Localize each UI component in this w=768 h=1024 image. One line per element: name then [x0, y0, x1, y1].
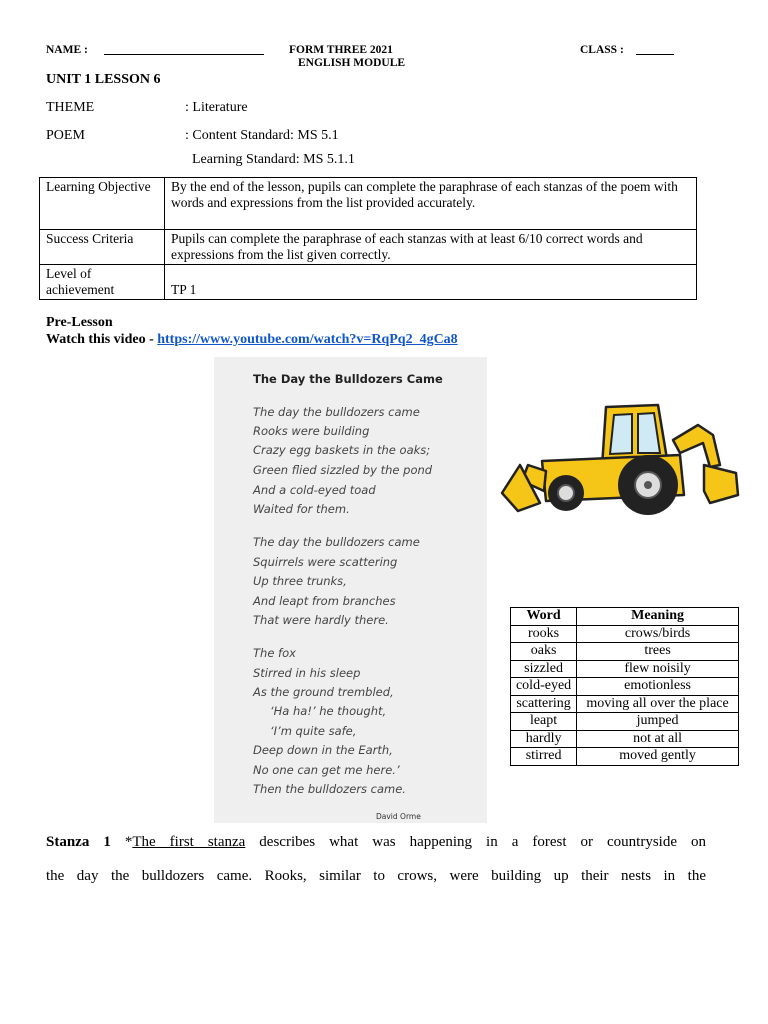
vocab-header-meaning: Meaning	[577, 608, 739, 626]
vocab-meaning: not at all	[577, 730, 739, 748]
content-standard: : Content Standard: MS 5.1	[185, 128, 339, 143]
achievement-value: TP 1	[165, 265, 697, 300]
learning-standard: Learning Standard: MS 5.1.1	[192, 152, 355, 167]
vocab-word: leapt	[511, 713, 577, 731]
module-label: ENGLISH MODULE	[298, 57, 406, 69]
achievement-label: Level of achievement	[40, 265, 165, 300]
table-row	[40, 230, 697, 265]
vocab-word: oaks	[511, 643, 577, 661]
stanza1-line2: the day the bulldozers came. Rooks, similar to crows, were building up their nests in the	[46, 868, 706, 884]
vocab-meaning: jumped	[577, 713, 739, 731]
success-text: Pupils can complete the paraphrase of each stanzas with at least 6/10 correct words and expressions from the list given correctly.	[165, 230, 697, 265]
poem-title: The Day the Bulldozers Came	[253, 372, 443, 386]
success-label: Success Criteria	[40, 230, 165, 265]
table-row	[511, 713, 739, 731]
unit-title: UNIT 1 LESSON 6	[46, 72, 161, 87]
class-blank[interactable]	[636, 44, 674, 55]
vocab-meaning: flew noisily	[577, 660, 739, 678]
poem-line: ‘I’m quite safe,	[270, 724, 357, 738]
vocab-word: sizzled	[511, 660, 577, 678]
form-label: FORM THREE 2021	[289, 44, 393, 56]
table-header-row	[511, 608, 739, 626]
poem-line: Up three trunks,	[253, 574, 347, 588]
poem-author: David Orme	[376, 812, 421, 821]
watch-label: Watch this video -	[46, 332, 158, 347]
stanza1-label: Stanza 1	[46, 834, 111, 850]
stanza1-star: *	[110, 834, 133, 850]
poem-line: Then the bulldozers came.	[253, 782, 406, 796]
vocab-word: cold-eyed	[511, 678, 577, 696]
video-link[interactable]: https://www.youtube.com/watch?v=RqPq2_4gCa8	[157, 332, 458, 347]
vocab-meaning: trees	[577, 643, 739, 661]
vocab-header-word: Word	[511, 608, 577, 626]
vocab-meaning: emotionless	[577, 678, 739, 696]
table-row	[511, 695, 739, 713]
poem-line: And a cold-eyed toad	[253, 483, 376, 497]
vocab-word: rooks	[511, 625, 577, 643]
vocab-word: hardly	[511, 730, 577, 748]
objective-text: By the end of the lesson, pupils can complete the paraphrase of each stanzas of the poem with words and expressions from the list provided accurately.	[165, 178, 697, 230]
vocab-meaning: moved gently	[577, 748, 739, 766]
name-blank[interactable]	[104, 44, 264, 55]
objective-label: Learning Objective	[40, 178, 165, 230]
poem-label: POEM	[46, 128, 85, 143]
pre-lesson-title: Pre-Lesson	[46, 315, 113, 330]
class-label: CLASS :	[580, 44, 624, 56]
poem-image	[214, 357, 487, 823]
stanza1-underlined: The first stanza	[132, 834, 246, 850]
vocab-word: stirred	[511, 748, 577, 766]
table-row	[511, 643, 739, 661]
poem-line: Deep down in the Earth,	[253, 743, 393, 757]
vocab-word: scattering	[511, 695, 577, 713]
theme-value: : Literature	[185, 100, 248, 115]
poem-line: Waited for them.	[253, 502, 350, 516]
poem-line: That were hardly there.	[253, 613, 389, 627]
poem-line: Rooks were building	[253, 424, 370, 438]
watch-line	[46, 332, 458, 348]
poem-line: The fox	[253, 646, 296, 660]
poem-line: Green flied sizzled by the pond	[253, 463, 433, 477]
poem-line: No one can get me here.’	[253, 763, 400, 777]
table-row	[511, 660, 739, 678]
vocab-meaning: crows/birds	[577, 625, 739, 643]
bulldozer-illustration	[498, 395, 744, 520]
vocab-meaning: moving all over the place	[577, 695, 739, 713]
table-row	[40, 265, 697, 300]
table-row	[511, 625, 739, 643]
poem-line: Squirrels were scattering	[253, 555, 398, 569]
table-row	[40, 178, 697, 230]
table-row	[511, 678, 739, 696]
table-row	[511, 730, 739, 748]
theme-label: THEME	[46, 100, 95, 115]
poem-line: ‘Ha ha!’ he thought,	[270, 704, 387, 718]
table-row	[511, 748, 739, 766]
poem-line: The day the bulldozers came	[253, 405, 420, 419]
poem-line: And leapt from branches	[253, 594, 396, 608]
name-label: NAME :	[46, 44, 88, 56]
vocab-table	[510, 607, 739, 766]
poem-line: The day the bulldozers came	[253, 535, 420, 549]
stanza1-line1	[46, 834, 706, 851]
poem-line: Stirred in his sleep	[253, 666, 361, 680]
stanza1-text1: describes what was happening in a forest or countryside on	[245, 834, 706, 850]
poem-line: Crazy egg baskets in the oaks;	[253, 443, 431, 457]
objectives-table	[39, 177, 697, 300]
poem-line: As the ground trembled,	[253, 685, 394, 699]
